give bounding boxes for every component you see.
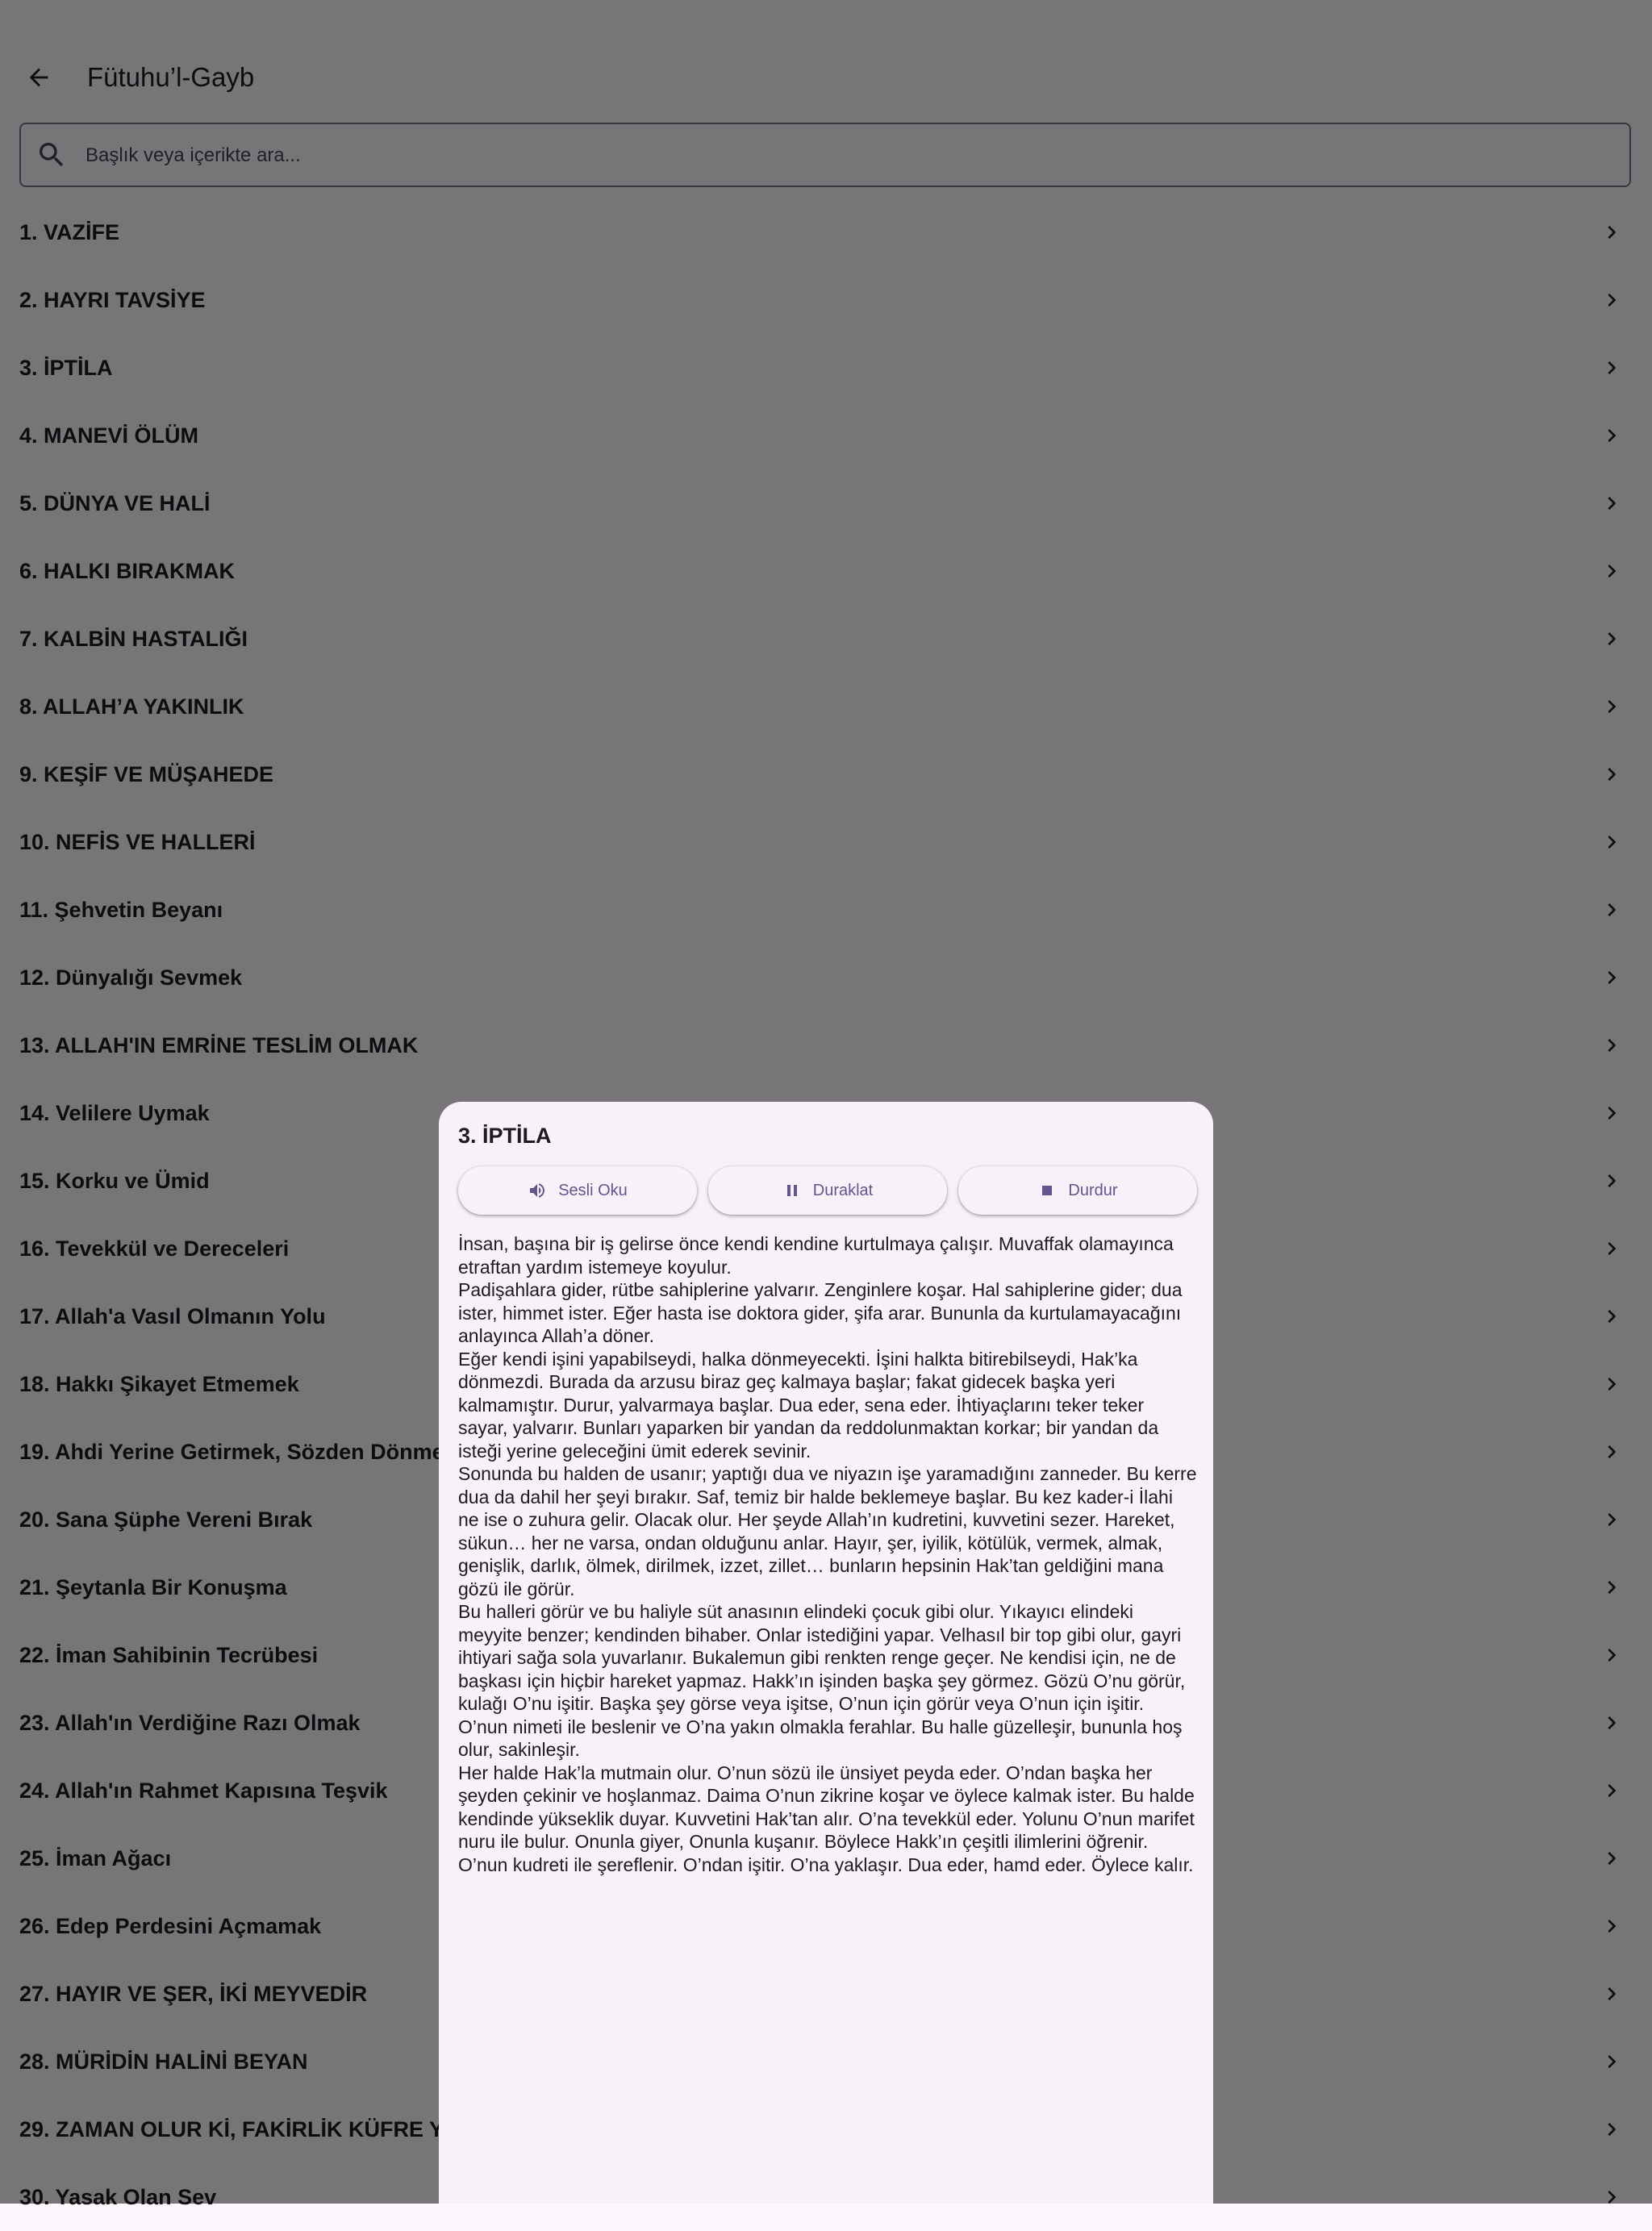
chapter-bottom-sheet (439, 1102, 1213, 2204)
chapter-paragraph: Bu halleri görür ve bu haliyle süt anasının elindeki çocuk gibi olur. Yıkayıcı elindeki meyyite benzer; kendinden bihaber. Onlar istediğini yapar. Velhasıl bir top gibi olur, gayri ihtiyari sağa sola yuvarlanır. Bukalemun gibi renkten renge geçer. Ne kendisi için, ne de başkası için hiçbir hareket yapmaz. Hakk’ın işinden başka şey görmez. Gözü O’nu görür, kulağı O’nu işitir. Başka şey görse veya işitse, O’nun için görür veya O’nun için işitir. O’nun nimeti ile beslenir ve O’na yakın olmakla ferahlar. Bu halle güzelleşir, bununla hoş olur, sakinleşir. (458, 1601, 1186, 1760)
pause-tts-button[interactable] (708, 1166, 947, 1215)
pause-icon (782, 1181, 802, 1200)
chapter-text (458, 1232, 1197, 1876)
chapter-paragraph: Sonunda bu halden de usanır; yaptığı dua ve niyazın işe yaramadığını zanneder. Bu kerre dua da dahil her şeyi bırakır. Saf, temiz bir halde beklemeye başlar. Bu kez kader-i İlahi ne ise o zuhura gelir. Olacak olur. Her şeyde Allah’ın kudretini, kuvvetini sezer. Hareket, sükun… her ne varsa, ondan olduğunu anlar. Hayır, şer, iyilik, kötülük, vermek, almak, genişlik, darlık, ölmek, dirilmek, izzet, zillet… bunların hepsinin Hak’tan geldiğini mana gözü ile görür. (458, 1463, 1197, 1599)
chapter-paragraph: İnsan, başına bir iş gelirse önce kendi kendine kurtulmaya çalışır. Muvaffak olamayınca etraftan yardım istemeye koyulur. (458, 1233, 1174, 1278)
volume-up-icon (528, 1181, 547, 1200)
play-tts-button[interactable] (458, 1166, 697, 1215)
stop-icon (1037, 1181, 1057, 1200)
sheet-title: 3. İPTİLA (458, 1124, 552, 1148)
chapter-paragraph: Eğer kendi işini yapabilseydi, halka dönmeyecekti. İşini halkta bitirebilseydi, Hak’ka dönmezdi. Burada da arzusu biraz geç kalmaya başlar; fakat gidecek başka yeri kalmamıştır. Durur, yalvarmaya başlar. Dua eder, sena eder. İhtiyaçlarını teker teker sayar, yalvarır. Bunları yaparken bir yandan da reddolunmaktan korkar; bir yandan da isteği yerine geleceğini ümit ederek sevinir. (458, 1348, 1159, 1462)
tts-controls (458, 1166, 1197, 1215)
pause-tts-label: Duraklat (812, 1181, 874, 1199)
chapter-paragraph: Her halde Hak’la mutmain olur. O’nun sözü ile ünsiyet peyda eder. O’ndan başka her şeyden çekinir ve hoşlanmaz. Daima O’nun zikrine koşar ve öylece kalmak ister. Bu halde kendinde yükseklik duyar. Kuvvetini Hak’tan alır. O’na tevekkül eder. Yolunu O’nun marifet nuru ile bulur. Onunla giyer, Onunla kuşanır. Böylece Hakk’ın çeşitli ilimlerini öğrenir. O’nun kudreti ile şereflenir. O’ndan işitir. O’na yaklaşır. Dua eder, hamd eder. Öylece kalır. (458, 1762, 1195, 1875)
stop-tts-label: Durdur (1068, 1181, 1118, 1199)
stop-tts-button[interactable] (958, 1166, 1197, 1215)
play-tts-label: Sesli Oku (558, 1181, 628, 1199)
chapter-paragraph: Padişahlara gider, rütbe sahiplerine yalvarır. Zenginlere koşar. Hal sahiplerine gider; dua ister, himmet ister. Eğer hasta ise doktora gider, şifa arar. Bununla da kurtulamayacağını anlayınca Allah’a döner. (458, 1279, 1183, 1346)
